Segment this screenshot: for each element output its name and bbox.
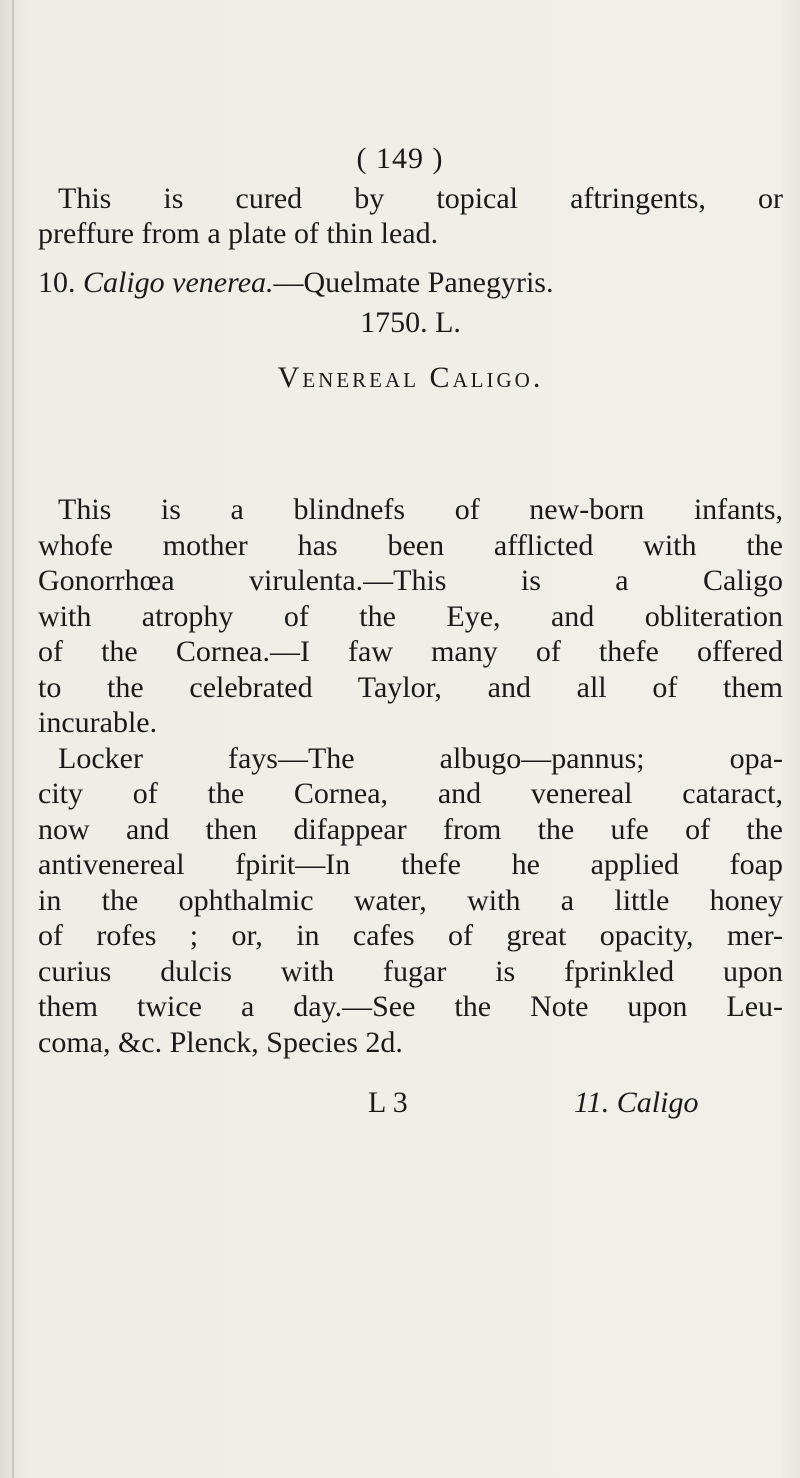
text-line: This is cured by topical aftringents, or <box>58 182 783 215</box>
text-line: in the ophthalmic water, with a little honey <box>38 883 783 917</box>
section-heading-block <box>38 265 783 395</box>
section-number: 10. <box>38 266 76 299</box>
text-line: of the Cornea.—I faw many of thefe offered <box>38 635 783 668</box>
section-source: —Quelmate Panegyris. <box>273 266 554 299</box>
page-number: ( 149 ) <box>356 142 444 175</box>
text-line: of rofes ; or, in cafes of great opacity, mer- <box>38 919 783 952</box>
text-line: with atrophy of the Eye, and obliteration <box>38 599 783 633</box>
text-line: preffure from a plate of thin lead. <box>38 217 439 250</box>
catchword: 11. Caligo <box>574 1086 699 1119</box>
text-line: antivenereal fpirit—In thefe he applied foap <box>38 848 783 881</box>
text-line: Locker fays—The albugo—pannus; opa- <box>58 741 783 775</box>
page-footer <box>0 1086 800 1126</box>
page-edge <box>12 0 14 1478</box>
text-line: This is a blindnefs of new-born infants, <box>58 493 783 526</box>
section-name: Caligo venerea. <box>83 266 274 299</box>
intro-paragraph <box>38 181 783 251</box>
section-entry-line <box>38 265 783 300</box>
text-line: Gonorrhœa virulenta.—This is a Caligo <box>38 564 783 597</box>
text-line: to the celebrated Taylor, and all of them <box>38 670 783 704</box>
text-line: incurable. <box>38 706 158 739</box>
text-line: whofe mother has been afflicted with the <box>38 528 783 562</box>
text-line: city of the Cornea, and venereal cataract, <box>38 777 783 810</box>
body-paragraph <box>38 492 783 1060</box>
text-line: curius dulcis with fugar is fprinkled upon <box>38 954 783 988</box>
text-line: them twice a day.—See the Note upon Leu- <box>38 990 783 1023</box>
section-year-line: 1750. L. <box>360 306 461 339</box>
signature-mark: L 3 <box>368 1086 408 1119</box>
section-heading: Venereal Caligo. <box>277 361 544 394</box>
text-line: now and then difappear from the ufe of the <box>38 812 783 846</box>
text-line: coma, &c. Plenck, Species 2d. <box>38 1025 403 1059</box>
